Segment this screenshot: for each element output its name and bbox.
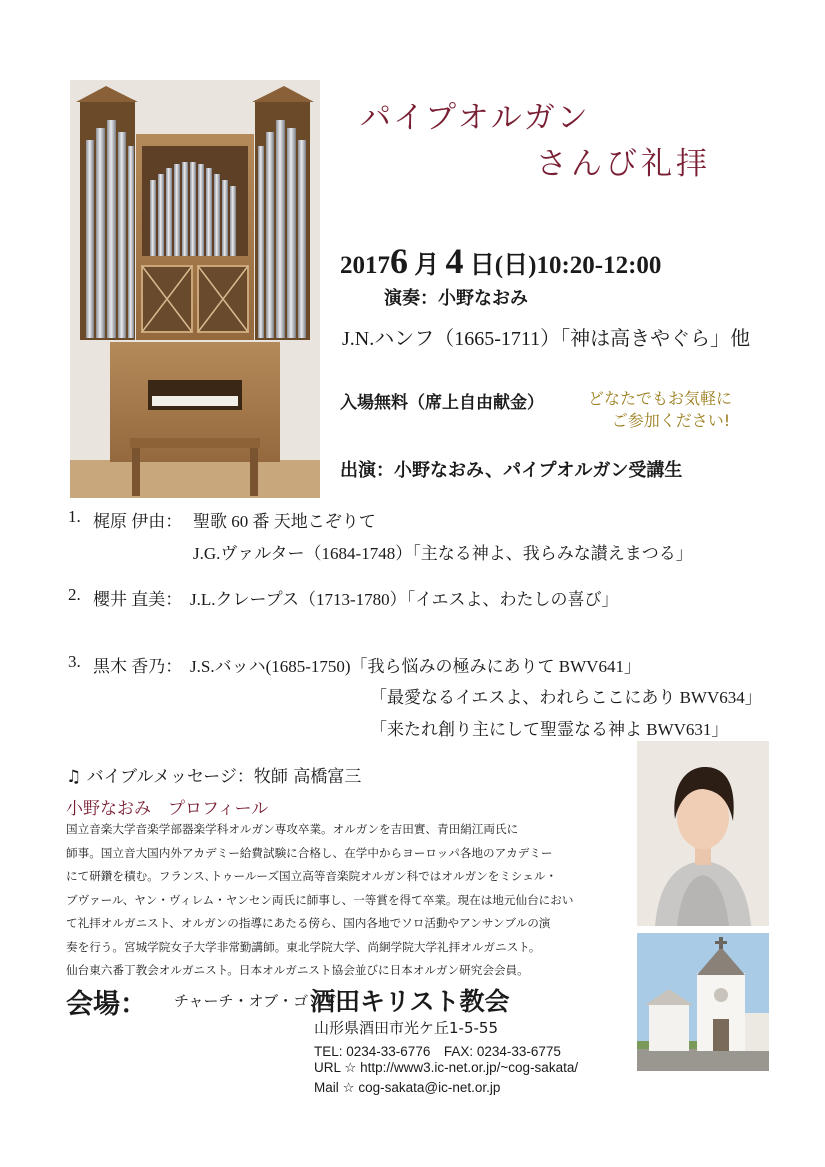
event-time: 10:20-12:00 (536, 252, 662, 279)
venue-church-name: 酒田キリスト教会 (310, 987, 510, 1016)
program-3-line-3: 「来たれ創り主にして聖霊なる神よ BWV631」 (370, 720, 729, 739)
event-piece: J.N.ハンフ（1665-1711）「神は高きやぐら」他 (342, 328, 751, 350)
event-datetime (340, 240, 661, 282)
venue-mail[interactable]: Mail ☆ cog-sakata@ic-net.or.jp (314, 1080, 501, 1095)
program-1-line-1: 聖歌 60 番 天地こぞりて (193, 512, 376, 531)
profile-line: 師事。国立音大国内外アカデミー給費試験に合格し、在学中からヨーロッパ各地のアカデミー (66, 845, 553, 860)
program-2-performer: 櫻井 直美： (93, 590, 183, 609)
event-weekday: (日) (494, 252, 537, 279)
program-2-number: 2. (68, 585, 81, 604)
event-month: 6 (390, 241, 408, 281)
event-day-unit: 日 (469, 252, 495, 279)
admission-info: 入場無料（席上自由献金） (340, 393, 544, 413)
invitation-line-1: どなたでもお気軽に (588, 389, 733, 408)
profile-line: て礼拝オルガニスト、オルガンの指導にあたる傍ら、国内各地でソロ活動やアンサンブルの演 (66, 916, 551, 930)
pipe-organ-photo (70, 80, 320, 498)
bible-message: ♫ バイブルメッセージ：牧師 高橋富三 (66, 767, 362, 787)
venue-url[interactable]: URL ☆ http://www3.ic-net.or.jp/~cog-sakata/ (314, 1060, 579, 1075)
program-3-line-2: 「最愛なるイエスよ、われらここにあり BWV634」 (370, 688, 762, 707)
program-1-line-2: J.G.ヴァルター（1684-1748）「主なる神よ、我らみな讃えまつる」 (193, 544, 693, 563)
program-3-performer: 黒木 香乃： (93, 657, 183, 676)
invitation-line-2: ご参加ください! (611, 411, 731, 430)
event-month-unit: 月 (414, 252, 440, 279)
profile-line: 仙台東六番丁教会オルガニスト。日本オルガニスト協会並びに日本オルガン研究会会員。 (66, 963, 529, 977)
church-building-photo (637, 933, 769, 1071)
profile-line: ブヴァール、ヤン・ヴィレム・ヤンセン両氏に師事し、一等賞を得て卒業。現在は地元仙台におい (66, 892, 574, 907)
title-line-1: パイプオルガン (360, 100, 590, 136)
invitation-note (588, 388, 732, 432)
event-day: 4 (445, 241, 464, 281)
profile-heading: 小野なおみ プロフィール (66, 799, 269, 819)
profile-line: にて研鑽を積む。フランス､トゥールーズ国立高等音楽院オルガン科ではオルガンをミシェル・ (66, 869, 558, 883)
program-3-line-1: J.S.バッハ(1685-1750)「我ら悩みの極みにありて BWV641」 (190, 657, 641, 676)
profile-text (66, 818, 626, 983)
performer-portrait-photo (637, 741, 769, 926)
event-year: 2017 (340, 252, 390, 279)
venue-tel-fax: TEL: 0234-33-6776 FAX: 0234-33-6775 (314, 1044, 561, 1059)
venue-label: 会場： (66, 989, 147, 1020)
venue-address: 山形県酒田市光ケ丘1-5-55 (314, 1019, 498, 1037)
event-cast: 出演：小野なおみ、パイプオルガン受講生 (340, 460, 683, 481)
event-performer: 演奏：小野なおみ (384, 288, 528, 309)
venue-organization: チャーチ・オブ・ゴッド (174, 992, 338, 1010)
profile-line: 国立音楽大学音楽学部器楽学科オルガン専攻卒業。オルガンを吉田實、青田絹江両氏に (66, 822, 519, 836)
program-2-line-1: J.L.クレープス（1713-1780）「イエスよ、わたしの喜び」 (190, 590, 619, 609)
profile-line: 奏を行う。宮城学院女子大学非常勤講師。東北学院大学、尚絅学院大学礼拝オルガニスト。 (66, 939, 541, 954)
title-line-2: さんび礼拝 (536, 146, 711, 182)
program-1-performer: 梶原 伊由： (93, 512, 183, 531)
program-3-number: 3. (68, 652, 81, 671)
program-1-number: 1. (68, 507, 81, 526)
